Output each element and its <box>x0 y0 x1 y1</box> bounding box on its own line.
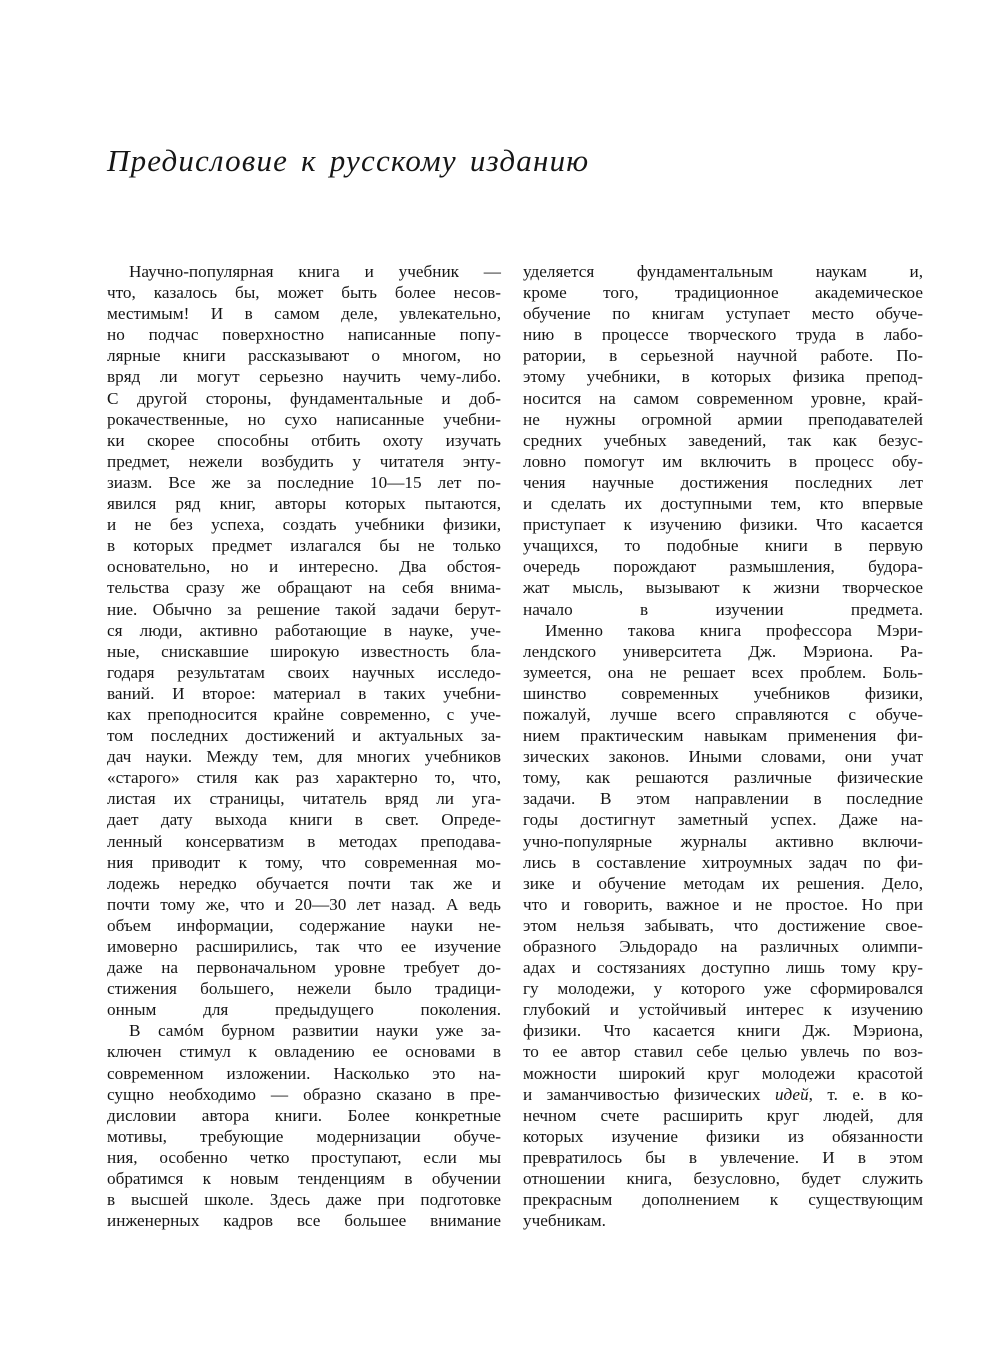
text-line-content: но подчас поверхностно написанные попу- <box>107 325 501 345</box>
text-line-content: жат мысль, вызывают к жизни творческое <box>523 578 923 598</box>
text-line-content: лярные книги рассказывают о многом, но <box>107 346 501 366</box>
text-line <box>523 493 923 514</box>
text-line <box>523 683 923 704</box>
text-line <box>107 831 501 852</box>
text-line <box>523 852 923 873</box>
text-line <box>107 1210 501 1231</box>
text-line-content: пожалуй, лучше всего справляются с обуче- <box>523 704 923 724</box>
text-line-content: нечном счете расширить круг людей, для <box>523 1105 923 1125</box>
text-line-content: дач науки. Между тем, для многих учебников <box>107 747 501 767</box>
text-line-content: лись в составление хитроумных задач по фи- <box>523 852 923 872</box>
text-line-content: ки скорее способны отбить охоту изучать <box>107 430 501 450</box>
text-line <box>107 556 501 577</box>
text-line-content: нием практическим навыкам применения фи- <box>523 726 923 746</box>
text-line <box>107 620 501 641</box>
text-line-content: задачи. В этом направлении в последние <box>523 789 923 809</box>
text-line <box>107 493 501 514</box>
text-line-content: этом нельзя забывать, что достижение свое- <box>523 915 923 935</box>
text-line <box>107 957 501 978</box>
text-line <box>107 852 501 873</box>
text-line-content: годаря результатам своих научных исследо- <box>107 662 501 682</box>
text-line-content: ратории, в серьезной научной работе. По- <box>523 346 923 366</box>
text-line-content: лендского университета Дж. Мэриона. Ра- <box>523 641 923 661</box>
text-line-content: обратимся к новым тенденциям в обучении <box>107 1169 501 1189</box>
text-line <box>523 303 923 324</box>
text-line-content: имоверно расширились, так что ее изучение <box>107 937 501 956</box>
text-line-content: том последних достижений и актуальных за- <box>107 726 501 746</box>
text-line <box>523 915 923 936</box>
text-line <box>523 704 923 725</box>
text-line <box>107 261 501 282</box>
text-line-content: ся люди, активно работающие в науке, уче- <box>107 620 501 640</box>
text-line-content: ные, снискавшие широкую известность бла- <box>107 641 501 661</box>
text-line <box>107 282 501 303</box>
text-line <box>107 936 501 957</box>
text-line <box>523 788 923 809</box>
text-line-content: зумеется, она не решает всех проблем. Боль- <box>523 662 923 682</box>
text-line-content: ния, особенно четко проступают, если мы <box>107 1147 501 1167</box>
text-line <box>107 767 501 788</box>
text-line <box>523 746 923 767</box>
text-line <box>107 388 501 409</box>
text-line <box>107 1063 501 1084</box>
text-line <box>523 936 923 957</box>
text-line <box>523 324 923 345</box>
text-line-content: глубокий и устойчивый интерес к изучению <box>523 1000 923 1020</box>
text-line <box>523 725 923 746</box>
text-line-content: ках преподносится крайне современно, с уче- <box>107 704 501 724</box>
text-line-content: годы достигнут заметный успех. Даже на- <box>523 810 923 830</box>
text-line <box>523 999 923 1020</box>
text-line <box>107 894 501 915</box>
text-line <box>107 409 501 430</box>
text-line <box>107 303 501 324</box>
text-line-content: этому учебники, в которых физика препод- <box>523 367 923 387</box>
text-line <box>523 1189 923 1210</box>
text-line <box>107 1084 501 1105</box>
text-line-content: лодежь нередко обучается почти так же и <box>107 873 501 893</box>
text-line <box>107 1020 501 1041</box>
right-text-column <box>523 261 923 1231</box>
text-line <box>523 556 923 577</box>
text-line-content: которых изучение физики из обязанности <box>523 1126 923 1146</box>
text-line-content: гу молодежи, у которого уже сформировался <box>523 979 923 999</box>
left-text-column <box>107 261 501 1231</box>
text-line-content: дает дату выхода книги в свет. Опреде- <box>107 810 501 830</box>
text-line <box>523 599 923 620</box>
text-line-content: то ее автор ставил себе целью увлечь по воз- <box>523 1042 923 1062</box>
text-line-content: Научно-популярная книга и учебник — <box>129 262 501 281</box>
text-line-content: сущно необходимо — образно сказано в пре- <box>107 1084 501 1104</box>
text-line-content: образного Эльдорадо на различных олимпи- <box>523 937 923 956</box>
text-line <box>107 1168 501 1189</box>
text-line <box>523 409 923 430</box>
text-line-content: ваний. И второе: материал в таких учебни- <box>107 683 501 703</box>
text-line <box>107 915 501 936</box>
text-line <box>107 430 501 451</box>
text-line-content: современном изложении. Насколько это на- <box>107 1063 501 1083</box>
text-line-content: и не без успеха, создать учебники физики, <box>107 515 501 535</box>
text-line <box>107 1105 501 1126</box>
text-line <box>107 599 501 620</box>
text-line <box>523 366 923 387</box>
text-line-content: уделяется фундаментальным наукам и, <box>523 262 923 281</box>
text-line-content: средних учебных заведений, так как безус- <box>523 430 923 450</box>
text-line <box>523 767 923 788</box>
text-line <box>523 388 923 409</box>
text-line-content: можности широкий круг молодежи красотой <box>523 1063 923 1083</box>
text-line-content: инженерных кадров все большее внимание <box>107 1211 501 1231</box>
text-line <box>107 683 501 704</box>
text-line <box>107 1189 501 1210</box>
text-line-content <box>523 1084 923 1105</box>
text-line <box>523 1126 923 1147</box>
text-line <box>523 282 923 303</box>
text-line-content: даже на первоначальном уровне требует до- <box>107 958 501 978</box>
text-line <box>523 978 923 999</box>
text-line <box>107 577 501 598</box>
text-line-content: листая их страницы, читатель вряд ли уга- <box>107 789 501 809</box>
text-line-content: в которых предмет излагался бы не только <box>107 536 501 556</box>
text-line-content: приступает к изучению физики. Что касается <box>523 515 923 535</box>
text-line-content: адах и состязаниях доступно лишь тому кру- <box>523 958 923 978</box>
text-line <box>523 809 923 830</box>
text-line <box>107 366 501 387</box>
text-line <box>523 430 923 451</box>
text-line <box>107 1041 501 1062</box>
text-line-content: кроме того, традиционное академическое <box>523 283 923 303</box>
text-line-content: обучение по книгам уступает место обуче- <box>523 304 923 324</box>
text-line-content: почти тому же, что и 20—30 лет назад. А ведь <box>107 894 501 914</box>
text-line-content: физики. Что касается книги Дж. Мэриона, <box>523 1021 923 1041</box>
text-line <box>107 788 501 809</box>
text-line-content: зических законов. Иными словами, они учат <box>523 747 923 767</box>
text-line <box>107 324 501 345</box>
text-line-content: зике и обучение методам их решения. Дело, <box>523 873 923 893</box>
text-line <box>107 451 501 472</box>
text-line <box>523 577 923 598</box>
text-line-content: Именно такова книга профессора Мэри- <box>545 620 923 640</box>
text-line-content: вряд ли могут серьезно научить чему-либо. <box>107 367 501 387</box>
text-line-content: ловно помогут им включить в процесс обу- <box>523 451 923 471</box>
text-line <box>523 345 923 366</box>
text-line-content: предмет, нежели возбудить у читателя энту- <box>107 451 501 471</box>
text-line <box>107 535 501 556</box>
text-line-content: и сделать их доступными тем, кто впервые <box>523 494 923 514</box>
text-line <box>523 1084 923 1105</box>
text-line-content: С другой стороны, фундаментальные и доб- <box>107 388 501 408</box>
text-line-content: учебникам. <box>523 1211 606 1231</box>
text-line-content: нию в процессе творческого труда в лабо- <box>523 325 923 345</box>
text-line <box>523 1020 923 1041</box>
text-line-content: ния приводит к тому, что современная мо- <box>107 852 501 872</box>
text-line <box>107 1147 501 1168</box>
text-line <box>523 1147 923 1168</box>
text-line-content: мотивы, требующие модернизации обуче- <box>107 1126 501 1146</box>
text-line <box>523 957 923 978</box>
text-line <box>523 535 923 556</box>
text-line <box>523 1105 923 1126</box>
text-line <box>523 894 923 915</box>
text-line <box>523 472 923 493</box>
text-line <box>107 999 501 1020</box>
text-line <box>107 873 501 894</box>
text-line <box>523 641 923 662</box>
text-line <box>107 662 501 683</box>
text-line-content: очередь порождают размышления, будора- <box>523 557 923 577</box>
text-line-content: шинство современных учебников физики, <box>523 683 923 703</box>
text-line-content: в высшей школе. Здесь даже при подготовке <box>107 1190 501 1210</box>
text-line-content: что, казалось бы, может быть более несов- <box>107 283 501 303</box>
page-title: Предисловие к русскому изданию <box>107 143 590 178</box>
text-line-content: стижения большего, нежели было традици- <box>107 979 501 999</box>
text-line-content: онным для предыдущего поколения. <box>107 1000 501 1020</box>
text-line <box>107 472 501 493</box>
text-line-content: тому, как решаются различные физические <box>523 768 923 788</box>
text-line <box>523 451 923 472</box>
text-line-content: прекрасным дополнением к существующим <box>523 1190 923 1210</box>
text-line-content: ключен стимул к овладению ее основами в <box>107 1042 501 1062</box>
text-line <box>523 1063 923 1084</box>
text-line-content: объем информации, содержание науки не- <box>107 915 501 935</box>
text-line-content: В самóм бурном развитии науки уже за- <box>129 1021 501 1041</box>
text-line <box>107 746 501 767</box>
italic-word: идей <box>774 1084 809 1104</box>
text-line-content: учащихся, то подобные книги в первую <box>523 536 923 556</box>
text-line <box>107 345 501 366</box>
text-line-content: что и говорить, важное и не простое. Но при <box>523 894 923 914</box>
text-line-content: ние. Обычно за решение такой задачи берут- <box>107 599 501 619</box>
text-line-content: не нужны огромной армии преподавателей <box>523 409 923 429</box>
text-line-content: тельства сразу же обращают на себя внима- <box>107 578 501 598</box>
text-line <box>523 514 923 535</box>
text-segment: , т. е. в ко- <box>808 1084 923 1104</box>
text-line-content: носится на самом современном уровне, край- <box>523 388 923 408</box>
text-line <box>523 1041 923 1062</box>
text-line-content: дисловии автора книги. Более конкретные <box>107 1105 501 1125</box>
text-line <box>523 873 923 894</box>
text-line-content: отношении книга, безусловно, будет служить <box>523 1169 923 1189</box>
text-line-content: начало в изучении предмета. <box>523 599 923 619</box>
text-line-content: чения научные достижения последних лет <box>523 472 923 492</box>
text-line <box>107 725 501 746</box>
text-line <box>107 978 501 999</box>
text-line <box>523 620 923 641</box>
text-line <box>523 662 923 683</box>
text-line-content: превратилось бы в увлечение. И в этом <box>523 1147 923 1167</box>
text-segment: и заманчивостью физических <box>523 1084 775 1104</box>
text-line-content: «старого» стиля как раз характерно то, что, <box>107 768 501 788</box>
text-line <box>107 809 501 830</box>
text-line <box>523 1210 923 1231</box>
text-line <box>523 831 923 852</box>
text-line-content: основательно, но и интересно. Два обстоя- <box>107 557 501 577</box>
text-line <box>107 641 501 662</box>
text-line-content: местимым! И в самом деле, увлекательно, <box>107 304 501 324</box>
text-line <box>523 1168 923 1189</box>
text-line-content: рокачественные, но сухо написанные учебни- <box>107 409 501 429</box>
text-line <box>523 261 923 282</box>
text-line-content: явился ряд книг, авторы которых пытаются, <box>107 494 501 514</box>
text-line <box>107 514 501 535</box>
text-line-content: зиазм. Все же за последние 10—15 лет по- <box>107 472 501 492</box>
text-line-content: учно-популярные журналы активно включи- <box>523 831 923 851</box>
text-line-content: ленный консерватизм в методах преподава- <box>107 831 501 851</box>
text-line <box>107 1126 501 1147</box>
text-line <box>107 704 501 725</box>
